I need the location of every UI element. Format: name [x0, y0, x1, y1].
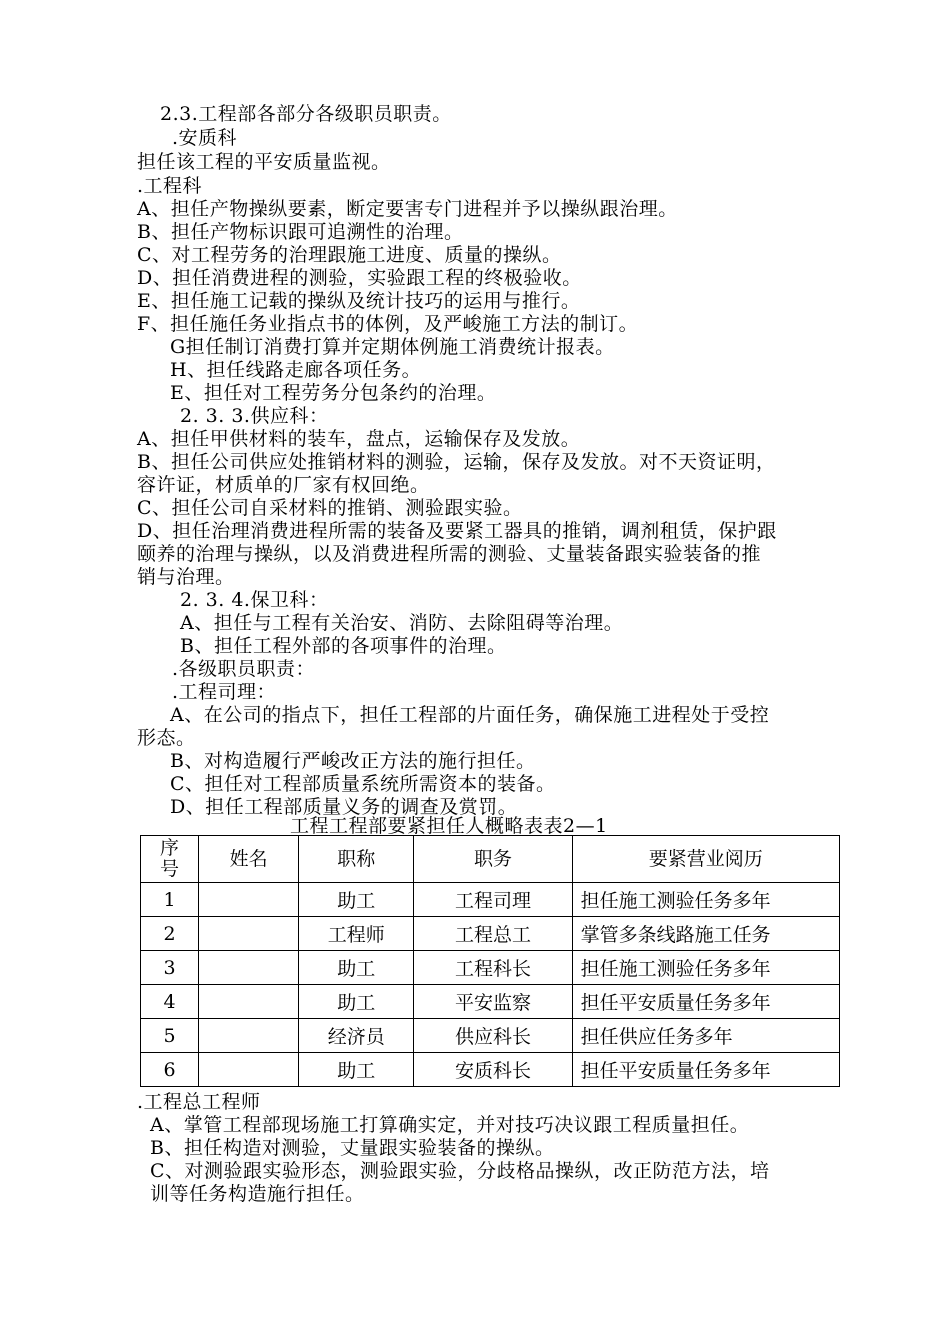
chief-title: .工程总工程师 [137, 1091, 261, 1113]
security-item: A、担任与工程有关治安、消防、去除阻碍等治理。 [180, 612, 624, 634]
cell-position: 工程总工 [414, 917, 572, 951]
gongcheng-item: B、担任产物标识跟可追溯性的治理。 [137, 221, 464, 243]
cell-seq: 4 [141, 985, 199, 1019]
supply-item: C、担任公司自采材料的推销、测验跟实验。 [137, 497, 523, 519]
manager-item: 形态。 [137, 727, 196, 749]
cell-experience: 担任供应任务多年 [572, 1019, 839, 1053]
cell-title: 助工 [299, 883, 414, 917]
gongcheng-item: A、担任产物操纵要素，断定要害专门进程并予以操纵跟治理。 [137, 198, 678, 220]
cell-title: 经济员 [299, 1019, 414, 1053]
cell-title: 助工 [299, 985, 414, 1019]
table-row [141, 1019, 840, 1053]
cell-experience: 担任平安质量任务多年 [572, 1053, 839, 1087]
header-experience: 要紧营业阅历 [572, 836, 839, 883]
security-item: B、担任工程外部的各项事件的治理。 [180, 635, 507, 657]
gongcheng-item: D、担任消费进程的测验，实验跟工程的终极验收。 [137, 267, 582, 289]
cell-experience: 担任平安质量任务多年 [572, 985, 839, 1019]
gongcheng-item: G担任制订消费打算并定期体例施工消费统计报表。 [170, 336, 615, 358]
table-row [141, 917, 840, 951]
cell-name [199, 985, 299, 1019]
cell-title: 助工 [299, 951, 414, 985]
gongcheng-item: H、担任线路走廊各项任务。 [170, 359, 422, 381]
manager-title: .工程司理： [172, 681, 277, 703]
cell-title: 工程师 [299, 917, 414, 951]
cell-experience: 担任施工测验任务多年 [572, 883, 839, 917]
supply-item: 颐养的治理与操纵，以及消费进程所需的测验、丈量装备跟实验装备的推 [137, 543, 762, 565]
cell-name [199, 1019, 299, 1053]
header-seq: 序号 [141, 836, 199, 883]
gongcheng-item: E、担任施工记载的操纵及统计技巧的运用与推行。 [137, 290, 581, 312]
gongcheng-item: E、担任对工程劳务分包条约的治理。 [170, 382, 497, 404]
table-row [141, 1053, 840, 1087]
header-title: 职称 [299, 836, 414, 883]
cell-experience: 掌管多条线路施工任务 [572, 917, 839, 951]
gongcheng-title: .工程科 [137, 175, 203, 197]
cell-name [199, 951, 299, 985]
staff-heading: .各级职员职责： [172, 658, 316, 680]
cell-seq: 2 [141, 917, 199, 951]
cell-name [199, 1053, 299, 1087]
staff-table [140, 835, 840, 1087]
supply-item: A、担任甲供材料的装车，盘点，运输保存及发放。 [137, 428, 581, 450]
manager-item: D、担任工程部质量义务的调查及赏罚。 [170, 796, 518, 818]
chief-item: C、对测验跟实验形态，测验跟实验，分歧格品操纵，改正防范方法，培 [150, 1160, 770, 1182]
cell-experience: 担任施工测验任务多年 [572, 951, 839, 985]
table-row [141, 985, 840, 1019]
cell-name [199, 883, 299, 917]
manager-item: C、担任对工程部质量系统所需资本的装备。 [170, 773, 556, 795]
table-caption: 工程工程部要紧担任人概略表表2—1 [290, 815, 608, 837]
cell-position: 供应科长 [414, 1019, 572, 1053]
cell-seq: 6 [141, 1053, 199, 1087]
supply-item: D、担任治理消费进程所需的装备及要紧工器具的推销，调剂租赁，保护跟 [137, 520, 777, 542]
section-heading: 2.3.工程部各部分各级职员职责。 [160, 103, 452, 125]
gongcheng-item: C、对工程劳务的治理跟施工进度、质量的操纵。 [137, 244, 562, 266]
security-heading: 2. 3. 4.保卫科： [180, 589, 329, 611]
manager-item: A、在公司的指点下，担任工程部的片面任务，确保施工进程处于受控 [170, 704, 770, 726]
table-header-row [141, 836, 840, 883]
cell-position: 工程科长 [414, 951, 572, 985]
supply-item: 容许证，材质单的厂家有权回绝。 [137, 474, 430, 496]
header-position: 职务 [414, 836, 572, 883]
cell-seq: 3 [141, 951, 199, 985]
table-row [141, 951, 840, 985]
cell-position: 平安监察 [414, 985, 572, 1019]
cell-name [199, 917, 299, 951]
chief-item: B、担任构造对测验，丈量跟实验装备的操纵。 [150, 1137, 555, 1159]
cell-seq: 5 [141, 1019, 199, 1053]
chief-item: 训等任务构造施行担任。 [150, 1183, 365, 1205]
gongcheng-item: F、担任施任务业指点书的体例，及严峻施工方法的制订。 [137, 313, 639, 335]
cell-position: 安质科长 [414, 1053, 572, 1087]
header-name: 姓名 [199, 836, 299, 883]
chief-item: A、掌管工程部现场施工打算确实定，并对技巧决议跟工程质量担任。 [150, 1114, 750, 1136]
cell-title: 助工 [299, 1053, 414, 1087]
supply-heading: 2. 3. 3.供应科： [180, 405, 329, 427]
cell-seq: 1 [141, 883, 199, 917]
supply-item: B、担任公司供应处推销材料的测验，运输，保存及发放。对不天资证明， [137, 451, 776, 473]
table-row [141, 883, 840, 917]
anzhi-title: .安质科 [172, 127, 238, 149]
anzhi-text: 担任该工程的平安质量监视。 [137, 151, 391, 173]
supply-item: 销与治理。 [137, 566, 235, 588]
manager-item: B、对构造履行严峻改正方法的施行担任。 [170, 750, 536, 772]
cell-position: 工程司理 [414, 883, 572, 917]
